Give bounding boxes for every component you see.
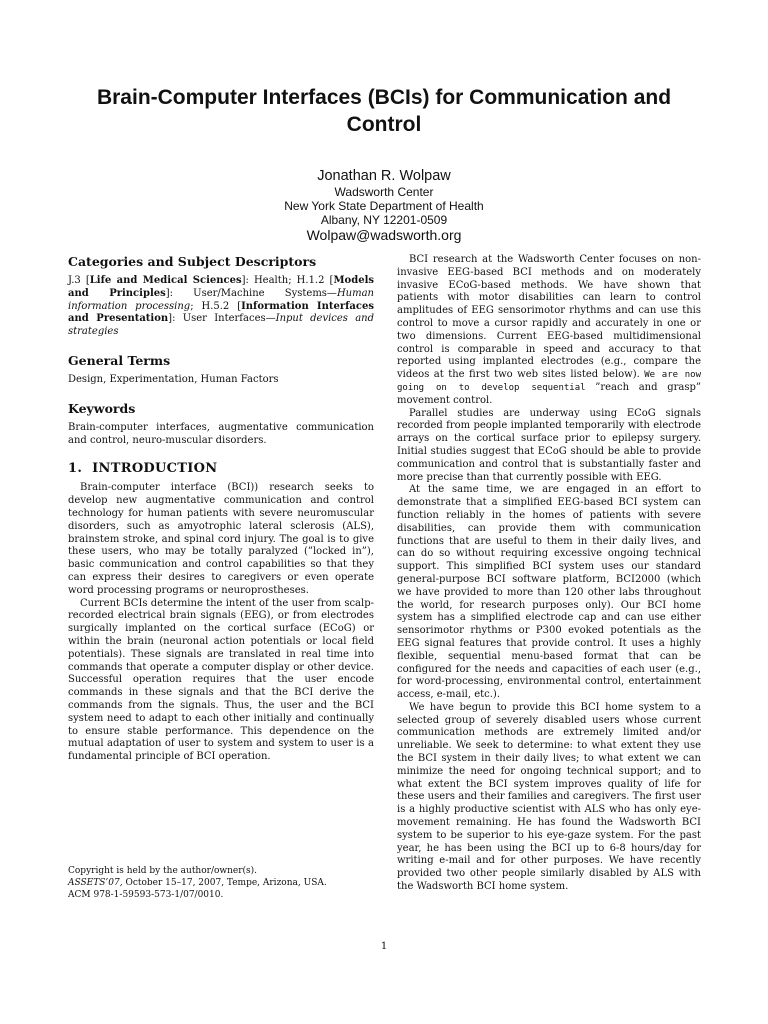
introduction-heading: 1. INTRODUCTION <box>68 461 218 477</box>
affiliation-line: Albany, NY 12201-0509 <box>320 213 448 227</box>
paragraph: Current BCIs determine the intent of the user from scalp-recorded electrical brain signals (EEG), or from electrodes surgically implanted on the cortical surface (ECoG) or within the brain (neuronal action potentials or local field potentials). These signals are translated in real time into commands that operate a computer display or other device. Successful operation requires that the user encode commands in these signals and that the BCI derive the commands from the signals. Thus, the user and the BCI system need to adapt to each other initially and continually to ensure stable performance. This dependence on the mutual adaptation of user to system and system to user is a fundamental principle of BCI operation. <box>68 597 374 763</box>
keywords-heading: Keywords <box>68 400 136 416</box>
author-email: Wolpaw@wadsworth.org <box>306 227 462 243</box>
general-terms-section <box>68 353 374 387</box>
copyright-notice: Copyright is held by the author/owner(s). ASSETS’07, October 15–17, 2007, Tempe, Arizona, USA. ACM 978-1-59593-573-1/07/0010. <box>68 866 327 900</box>
paper-title: Brain-Computer Interfaces (BCIs) for Communication and Control <box>96 86 672 136</box>
categories-heading: Categories and Subject Descriptors <box>68 254 317 269</box>
paragraph: At the same time, we are engaged in an effort to demonstrate that a simplified EEG-based BCI system can function reliably in the homes of patients with severe disabilities, can provide them with communication functions that are useful to them in their daily lives, and can do so without requiring excessive ongoing technical support. This simplified BCI system uses our standard general-purpose BCI software platform, BCI2000 (which we have provided to more than 120 other labs throughout the world, for research purposes only). Our BCI home system has a simplified electrode cap and can use either sensorimotor rhythms or P300 evoked potentials as the EEG signal features that provide control. It uses a highly flexible, sequential menu-based format that can be configured for the needs and capacities of each user (e.g., for word-processing, environmental control, entertainment access, e-mail, etc.). <box>397 484 701 701</box>
affiliation-line: Wadsworth Center <box>334 185 434 199</box>
paragraph: Parallel studies are underway using ECoG signals recorded from people implanted temporarily with electrode arrays on the cortical surface prior to epilepsy surgery. Initial studies suggest that ECoG should be able to provide communication and control that is substantially faster and more precise than that currently possible with EEG. <box>397 407 701 483</box>
keywords-section <box>68 401 374 448</box>
section-number: 1. <box>68 461 83 477</box>
author-name: Jonathan R. Wolpaw <box>317 168 451 184</box>
paragraph: Brain-computer interface (BCI)) research seeks to develop new augmentative communication and control technology for human patients with severe neuromuscular disorders, such as amyotrophic lateral sclerosis (ALS), brainstem stroke, and spinal cord injury. The goal is to give these users, who may be totally paralyzed (”locked in”), basic communication and control capabilities so that they can express their desires to caregivers or even operate word processing programs or neuroprostheses. <box>68 482 374 596</box>
affiliation-line: New York State Department of Health <box>284 199 484 213</box>
keywords-text: Brain-computer interfaces, augmentative communication and control, neuro-muscular disorders. <box>68 421 374 446</box>
paragraph: BCI research at the Wadsworth Center focuses on non-invasive EEG-based BCI methods and on moderately invasive ECoG-based methods. We have shown that patients with motor disabilities can learn to control amplitudes of EEG sensorimotor rhythms and can use this control to move a cursor rapidly and accurately in one or two dimensions. Current EEG-based multidimensional control is comparable in speed and accuracy to that reported using implanted electrodes (e.g., compare the videos at the first two web sites listed below). We are now going on to develop sequential ”reach and grasp” movement control. <box>397 254 701 406</box>
general-terms-heading: General Terms <box>68 352 171 368</box>
categories-text: J.3 [Life and Medical Sciences]: Health; H.1.2 [Models and Principles]: User/Machine Systems—Human information processing; H.5.2 [Information Interfaces and Presentation]: User Interfaces—Input devices and strategies <box>68 275 374 338</box>
categories-section <box>68 254 374 339</box>
general-terms-text: Design, Experimentation, Human Factors <box>68 373 279 385</box>
author-block <box>150 167 618 243</box>
introduction-section <box>68 461 374 764</box>
paragraph: We have begun to provide this BCI home system to a selected group of severely disabled users whose current communication methods are extremely limited and/or unreliable. We seek to determine: to what extent they use the BCI system in their daily lives; to what extent we can minimize the need for ongoing technical support; and to what extent the BCI system improves quality of life for these users and their families and caregivers. The first user is a highly productive scientist with ALS who has only eye-movement remaining. He has found the Wadsworth BCI system to be superior to his eye-gaze system. For the past year, he has been using the BCI up to 6-8 hours/day for writing e-mail and for other purposes. We have recently provided two other people similarly disabled by ALS with the Wadsworth BCI home system. <box>397 701 701 893</box>
left-column <box>68 254 374 764</box>
page-number: 1 <box>380 941 388 952</box>
right-column <box>397 254 701 894</box>
